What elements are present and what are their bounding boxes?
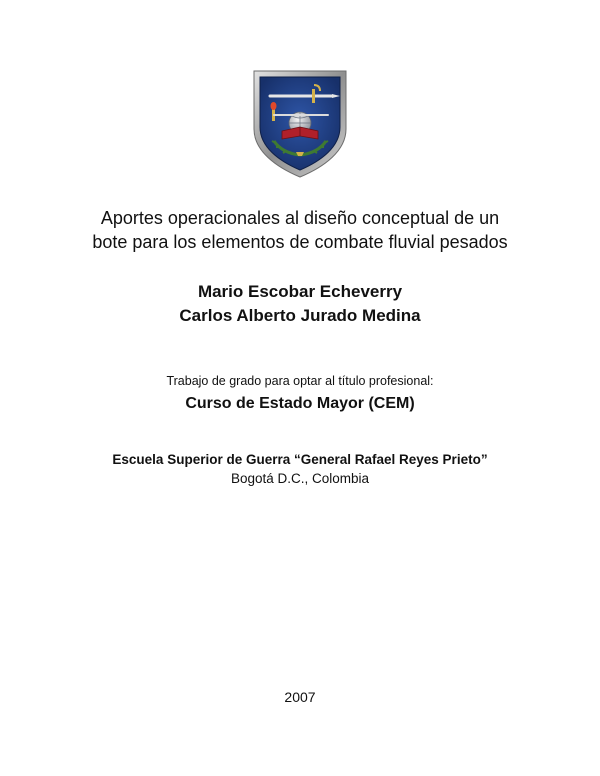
degree-purpose: Trabajo de grado para optar al título profesional: [166, 374, 434, 388]
authors-block [0, 280, 600, 328]
author-name: Mario Escobar Echeverry [197, 282, 403, 301]
document-title [0, 206, 600, 254]
publication-year: 2007 [284, 689, 316, 705]
military-school-shield-icon [252, 69, 348, 179]
author-name: Carlos Alberto Jurado Medina [179, 306, 421, 325]
title-line-1: Aportes operacionales al diseño conceptual de un [100, 208, 500, 228]
title-line-2: bote para los elementos de combate fluvial pesados [92, 232, 508, 252]
institution-city: Bogotá D.C., Colombia [230, 471, 370, 486]
institution-name: Escuela Superior de Guerra “General Rafael Reyes Prieto” [112, 452, 488, 467]
degree-title: Curso de Estado Mayor (CEM) [185, 395, 415, 412]
